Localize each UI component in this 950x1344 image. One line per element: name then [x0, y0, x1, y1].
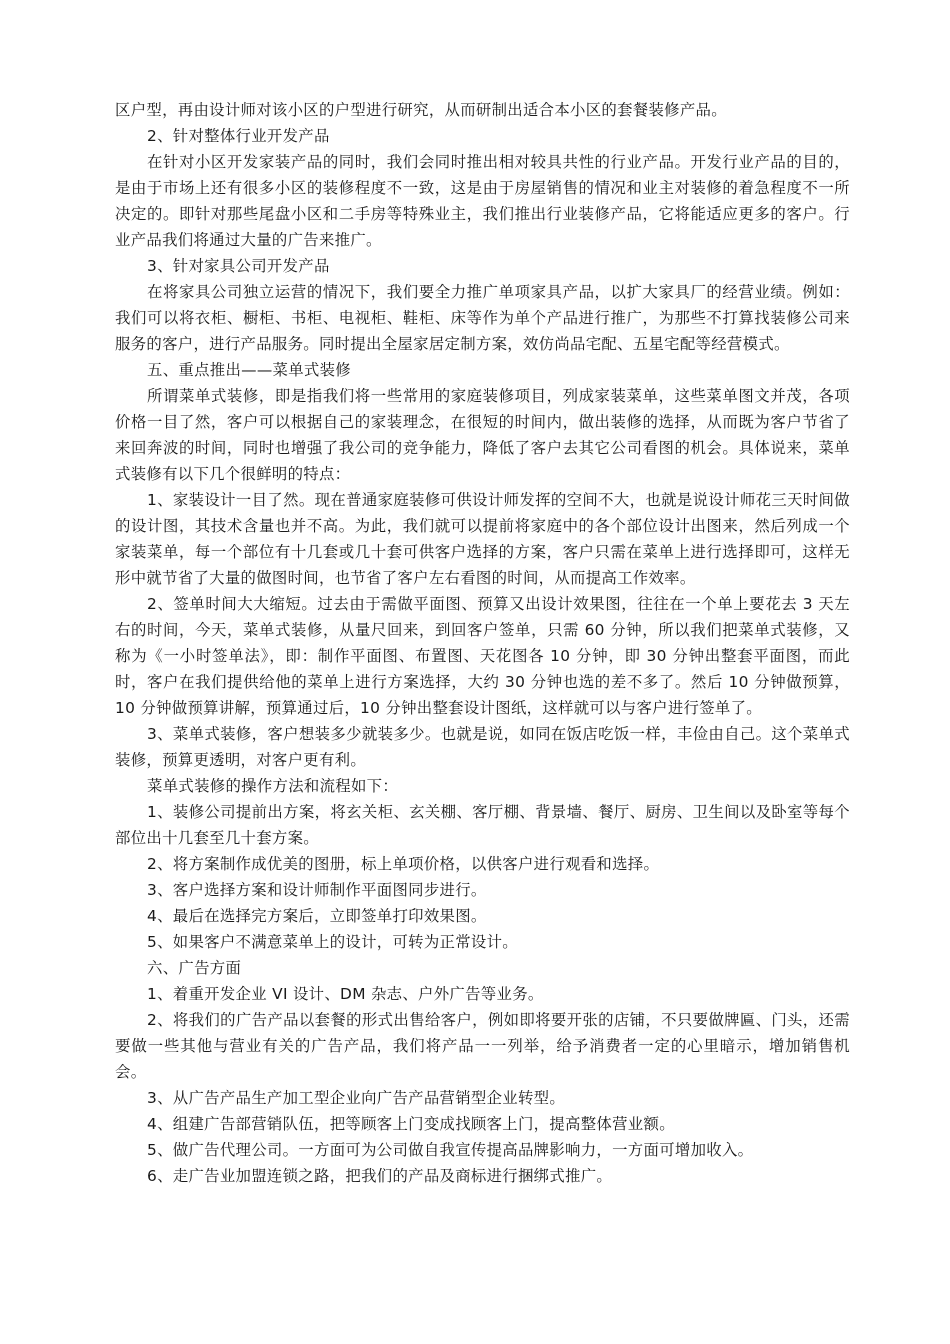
list-item: 4、最后在选择完方案后，立即签单打印效果图。: [147, 907, 487, 925]
paragraph: 菜单式装修的操作方法和流程如下：: [147, 777, 399, 795]
list-item: 3、菜单式装修，客户想装多少就装多少。也就是说，如同在饭店吃饭一样，丰俭由自己。这个菜单式装修，预算更透明，对客户更有利。: [115, 725, 850, 769]
list-item: 6、走广告业加盟连锁之路，把我们的产品及商标进行捆绑式推广。: [147, 1167, 613, 1185]
section-heading: 2、针对整体行业开发产品: [147, 127, 330, 145]
paragraph: 所谓菜单式装修，即是指我们将一些常用的家庭装修项目，列成家装菜单，这些菜单图文并茂，各项价格一目了然，客户可以根据自己的家装理念，在很短的时间内，做出装修的选择，从而既为客户节省了来回奔波的时间，同时也增强了我公司的竞争能力，降低了客户去其它公司看图的机会。具体说来，菜单式装修有以下几个很鲜明的特点：: [115, 387, 850, 483]
list-item: 2、将方案制作成优美的图册，标上单项价格，以供客户进行观看和选择。: [147, 855, 660, 873]
list-item: 5、如果客户不满意菜单上的设计，可转为正常设计。: [147, 933, 518, 951]
list-item: 1、家装设计一目了然。现在普通家庭装修可供设计师发挥的空间不大，也就是说设计师花三天时间做的设计图，其技术含量也并不高。为此，我们就可以提前将家庭中的各个部位设计出图来，然后列成一个家装菜单，每一个部位有十几套或几十套可供客户选择的方案，客户只需在菜单上进行选择即可，这样无形中就节省了大量的做图时间，也节省了客户左右看图的时间，从而提高工作效率。: [115, 491, 850, 587]
list-item: 1、着重开发企业 VI 设计、DM 杂志、户外广告等业务。: [147, 985, 544, 1003]
list-item: 2、将我们的广告产品以套餐的形式出售给客户，例如即将要开张的店铺，不只要做牌匾、门头，还需要做一些其他与营业有关的广告产品，我们将产品一一列举，给予消费者一定的心里暗示，增加销售机会。: [115, 1011, 850, 1081]
document-page: [115, 97, 850, 1189]
list-item: 1、装修公司提前出方案，将玄关柜、玄关棚、客厅棚、背景墙、餐厅、厨房、卫生间以及卧室等每个部位出十几套至几十套方案。: [115, 803, 850, 847]
section-heading: 五、重点推出——菜单式装修: [147, 361, 351, 379]
paragraph: 在将家具公司独立运营的情况下，我们要全力推广单项家具产品，以扩大家具厂的经营业绩。例如：我们可以将衣柜、橱柜、书柜、电视柜、鞋柜、床等作为单个产品进行推广，为那些不打算找装修公司来服务的客户，进行产品服务。同时提出全屋家居定制方案，效仿尚品宅配、五星宅配等经营模式。: [115, 283, 850, 353]
list-item: 2、签单时间大大缩短。过去由于需做平面图、预算又出设计效果图，往往在一个单上要花去 3 天左右的时间，今天，菜单式装修，从量尺回来，到回客户签单，只需 60 分钟，所以我们把菜单式装修，又称为《一小时签单法》，即：制作平面图、布置图、天花图各 10 分钟，即 30 分钟出整套平面图，而此时，客户在我们提供给他的菜单上进行方案选择，大约 30 分钟也选的差不多了。然后 10 分钟做预算，10 分钟做预算讲解，预算通过后，10 分钟出整套设计图纸，这样就可以与客户进行签单了。: [115, 595, 850, 717]
section-heading: 六、广告方面: [147, 959, 242, 977]
paragraph: 在针对小区开发家装产品的同时，我们会同时推出相对较具共性的行业产品。开发行业产品的目的，是由于市场上还有很多小区的装修程度不一致，这是由于房屋销售的情况和业主对装修的着急程度不一所决定的。即针对那些尾盘小区和二手房等特殊业主，我们推出行业装修产品，它将能适应更多的客户。行业产品我们将通过大量的广告来推广。: [115, 153, 850, 249]
paragraph: 区户型，再由设计师对该小区的户型进行研究，从而研制出适合本小区的套餐装修产品。: [115, 101, 727, 119]
list-item: 3、从广告产品生产加工型企业向广告产品营销型企业转型。: [147, 1089, 566, 1107]
list-item: 5、做广告代理公司。一方面可为公司做自我宣传提高品牌影响力，一方面可增加收入。: [147, 1141, 754, 1159]
section-heading: 3、针对家具公司开发产品: [147, 257, 330, 275]
list-item: 3、客户选择方案和设计师制作平面图同步进行。: [147, 881, 487, 899]
list-item: 4、组建广告部营销队伍，把等顾客上门变成找顾客上门，提高整体营业额。: [147, 1115, 675, 1133]
